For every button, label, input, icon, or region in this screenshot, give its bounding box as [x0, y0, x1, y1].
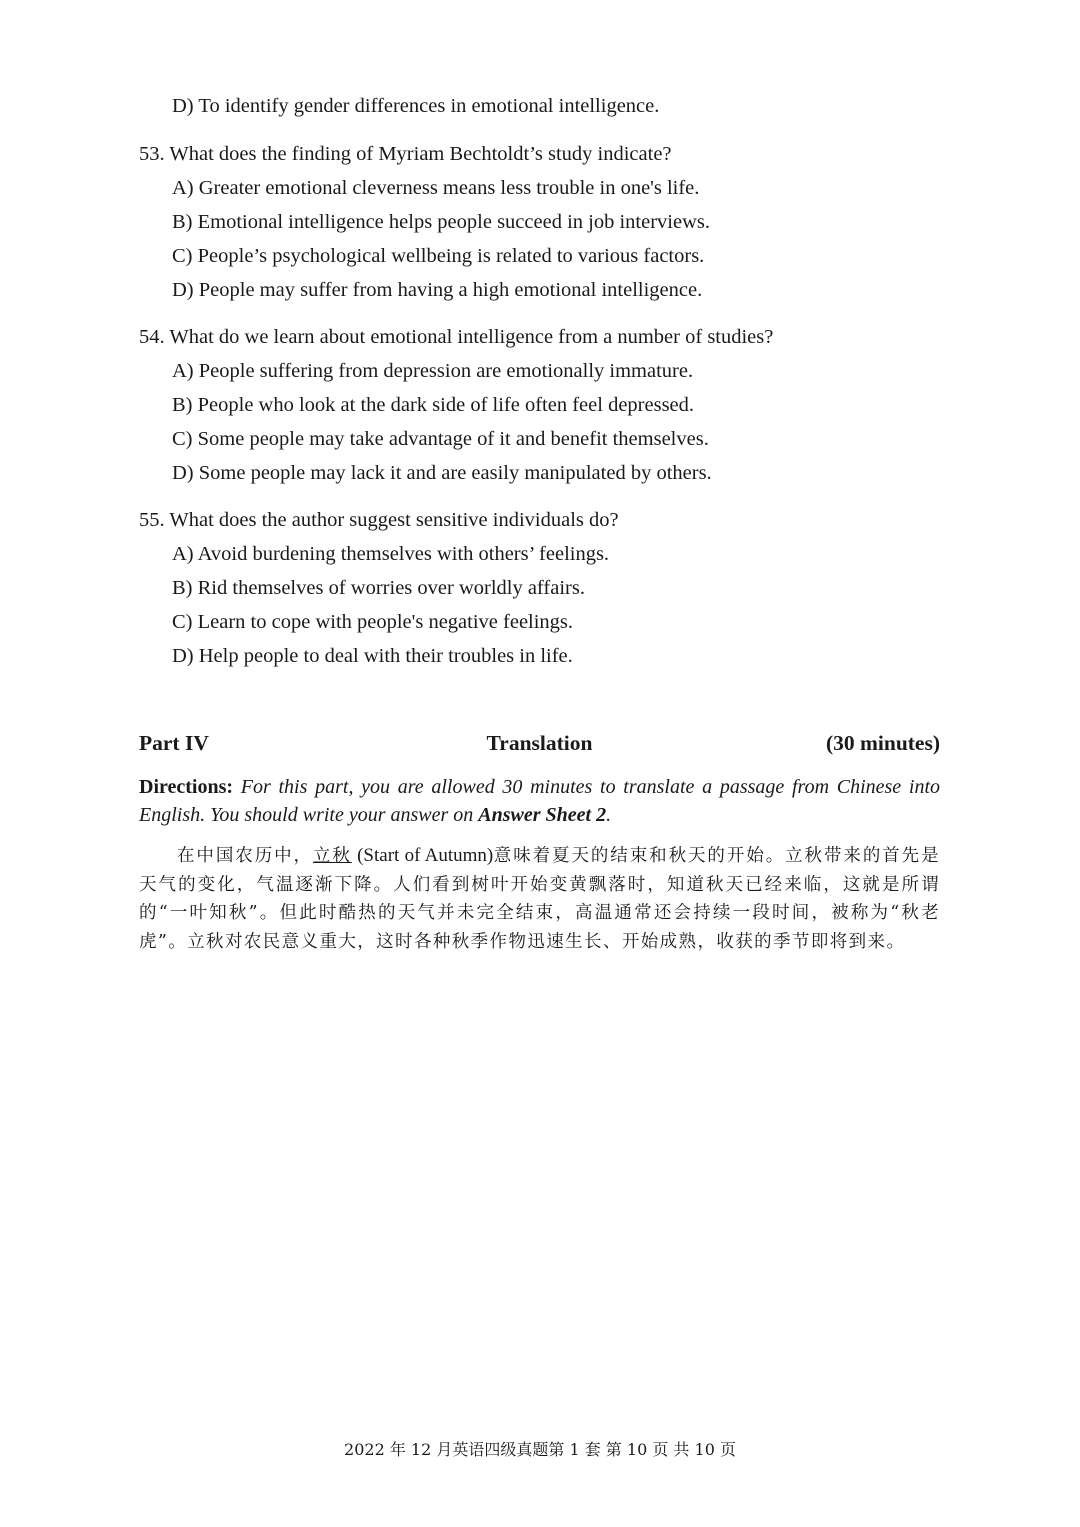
answer-sheet-ref: Answer Sheet 2 [478, 804, 607, 826]
q53-option-d: D) People may suffer from having a high emotional intelligence. [172, 279, 703, 301]
directions-end: . [606, 804, 612, 826]
q54-option-d: D) Some people may lack it and are easily manipulated by others. [172, 462, 712, 484]
q55-option-a: A) Avoid burdening themselves with others’ feelings. [172, 543, 610, 565]
q52-option-d: D) To identify gender differences in emotional intelligence. [172, 95, 660, 117]
translation-passage [139, 842, 940, 956]
part-time: (30 minutes) [825, 731, 940, 755]
part-header [139, 731, 940, 759]
q54-option-b: B) People who look at the dark side of life often feel depressed. [172, 394, 695, 416]
q54-stem: 54. What do we learn about emotional intelligence from a number of studies? [139, 326, 774, 348]
q55-option-c: C) Learn to cope with people's negative feelings. [172, 611, 574, 633]
q55-stem: 55. What does the author suggest sensitive individuals do? [139, 509, 619, 531]
q54-option-c: C) Some people may take advantage of it and benefit themselves. [172, 428, 709, 450]
directions-label: Directions: [139, 776, 234, 798]
part-title: Translation [486, 731, 593, 755]
passage-term: 立秋 [312, 846, 352, 866]
passage-term-english: (Start of Autumn) [351, 845, 494, 866]
q53-stem: 53. What does the finding of Myriam Bechtoldt’s study indicate? [139, 143, 672, 165]
q53-option-c: C) People’s psychological wellbeing is related to various factors. [172, 245, 705, 267]
q53-option-a: A) Greater emotional cleverness means less trouble in one's life. [172, 177, 700, 199]
part-label: Part IV [139, 731, 209, 755]
q55-option-b: B) Rid themselves of worries over worldly affairs. [172, 577, 585, 599]
directions [139, 773, 940, 829]
q53-option-b: B) Emotional intelligence helps people succeed in job interviews. [172, 211, 710, 233]
passage-start: 在中国农历中， [177, 846, 313, 866]
page-footer: 2022 年 12 月英语四级真题第 1 套 第 10 页 共 10 页 [344, 1440, 736, 1459]
q54-option-a: A) People suffering from depression are emotionally immature. [172, 360, 694, 382]
q55-option-d: D) Help people to deal with their troubles in life. [172, 645, 573, 667]
directions-text: For this part, you are allowed 30 minutes to translate a passage from Chinese into English. You should write your answer on [139, 776, 941, 826]
passage-body: 意味着夏天的结束和秋天的开始。立秋带来的首先是天气的变化，气温逐渐下降。人们看到树叶开始变黄飘落时，知道秋天已经来临，这就是所谓的“一叶知秋”。但此时酷热的天气并未完全结束，高温通常还会持续一段时间，被称为“秋老虎”。立秋对农民意义重大，这时各种秋季作物迅速生长、开始成熟，收获的季节即将到来。 [139, 846, 940, 952]
